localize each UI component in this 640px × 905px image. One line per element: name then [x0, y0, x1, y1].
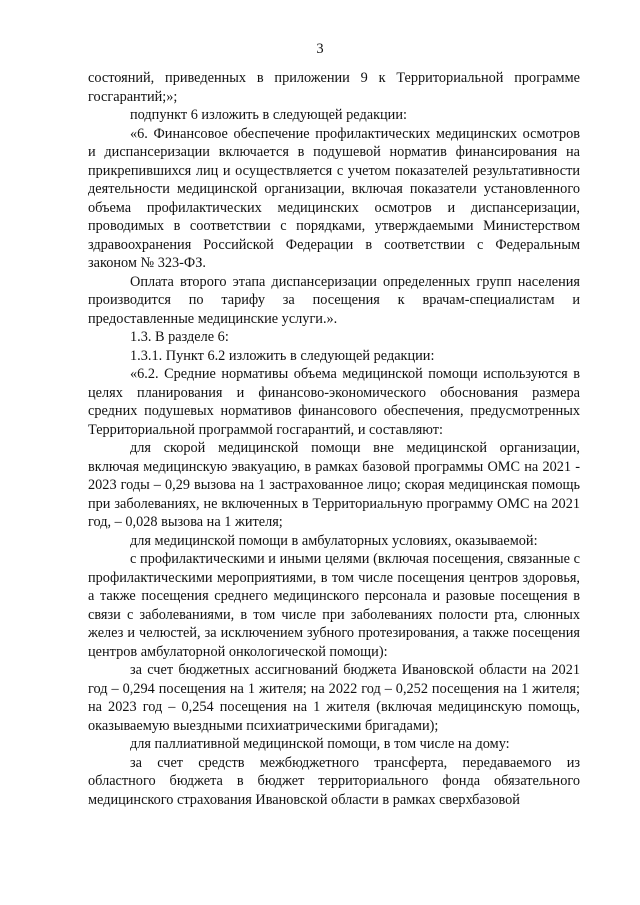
paragraph: 1.3.1. Пункт 6.2 изложить в следующей редакции: [130, 347, 435, 364]
paragraph: для скорой медицинской помощи вне медицинской организации, включая медицинскую эвакуацию, в рамках базовой программы ОМС на 2021 - 2023 годы – 0,29 вызова на 1 застрахованное лицо; скорая медицинская помощь при заболеваниях, не включенных в Территориальную программу ОМС на 2021 год, – 0,028 вызова на 1 жителя; [88, 440, 580, 530]
page-number: 3 [316, 41, 324, 57]
paragraph: состояний, приведенных в приложении 9 к Территориальной программе госгарантий;»; [88, 70, 580, 105]
document-body [88, 69, 580, 809]
paragraph: «6.2. Средние нормативы объема медицинской помощи используются в целях планирования и финансово-экономического обоснования размера средних подушевых нормативов финансового обеспечения, предусмотренных Территориальной программой госгарантий, и составляют: [88, 366, 580, 438]
paragraph: за счет средств межбюджетного трансферта, передаваемого из областного бюджета в бюджет территориального фонда обязательного медицинского страхования Ивановской области в рамках сверхбазовой [88, 754, 580, 808]
paragraph: Оплата второго этапа диспансеризации определенных групп населения производится по тарифу за посещения к врачам-специалистам и предоставленные медицинские услуги.». [88, 273, 580, 327]
paragraph: 1.3. В разделе 6: [130, 329, 229, 345]
paragraph: «6. Финансовое обеспечение профилактических медицинских осмотров и диспансеризации включается в подушевой норматив финансирования на прикрепившихся лиц и осуществляется с учетом показателей результативности деятельности медицинской организации, включая показатели установленного объема профилактических медицинских осмотров и диспансеризации, проводимых в соответствии с порядками, утверждаемыми Министерством здравоохранения Российской Федерации в соответствии с Федеральным законом № 323-ФЗ. [88, 125, 580, 271]
paragraph: с профилактическими и иными целями (включая посещения, связанные с профилактическими мероприятиями, в том числе посещения центров здоровья, а также посещения среднего медицинского персонала и разовые посещения в связи с заболеваниями, в том числе при заболеваниях полости рта, слюнных желез и челюстей, за исключением зубного протезирования, а также посещения центров амбулаторной онкологической помощи): [88, 551, 580, 660]
paragraph: за счет бюджетных ассигнований бюджета Ивановской области на 2021 год – 0,294 посещения на 1 жителя; на 2022 год – 0,252 посещения на 1 жителя; на 2023 год – 0,254 посещения на 1 жителя (включая медицинскую помощь, оказываемую выездными психиатрическими бригадами); [88, 662, 580, 734]
paragraph: подпункт 6 изложить в следующей редакции: [130, 107, 407, 123]
paragraph: для паллиативной медицинской помощи, в том числе на дому: [130, 736, 510, 752]
paragraph: для медицинской помощи в амбулаторных условиях, оказываемой: [130, 532, 538, 549]
